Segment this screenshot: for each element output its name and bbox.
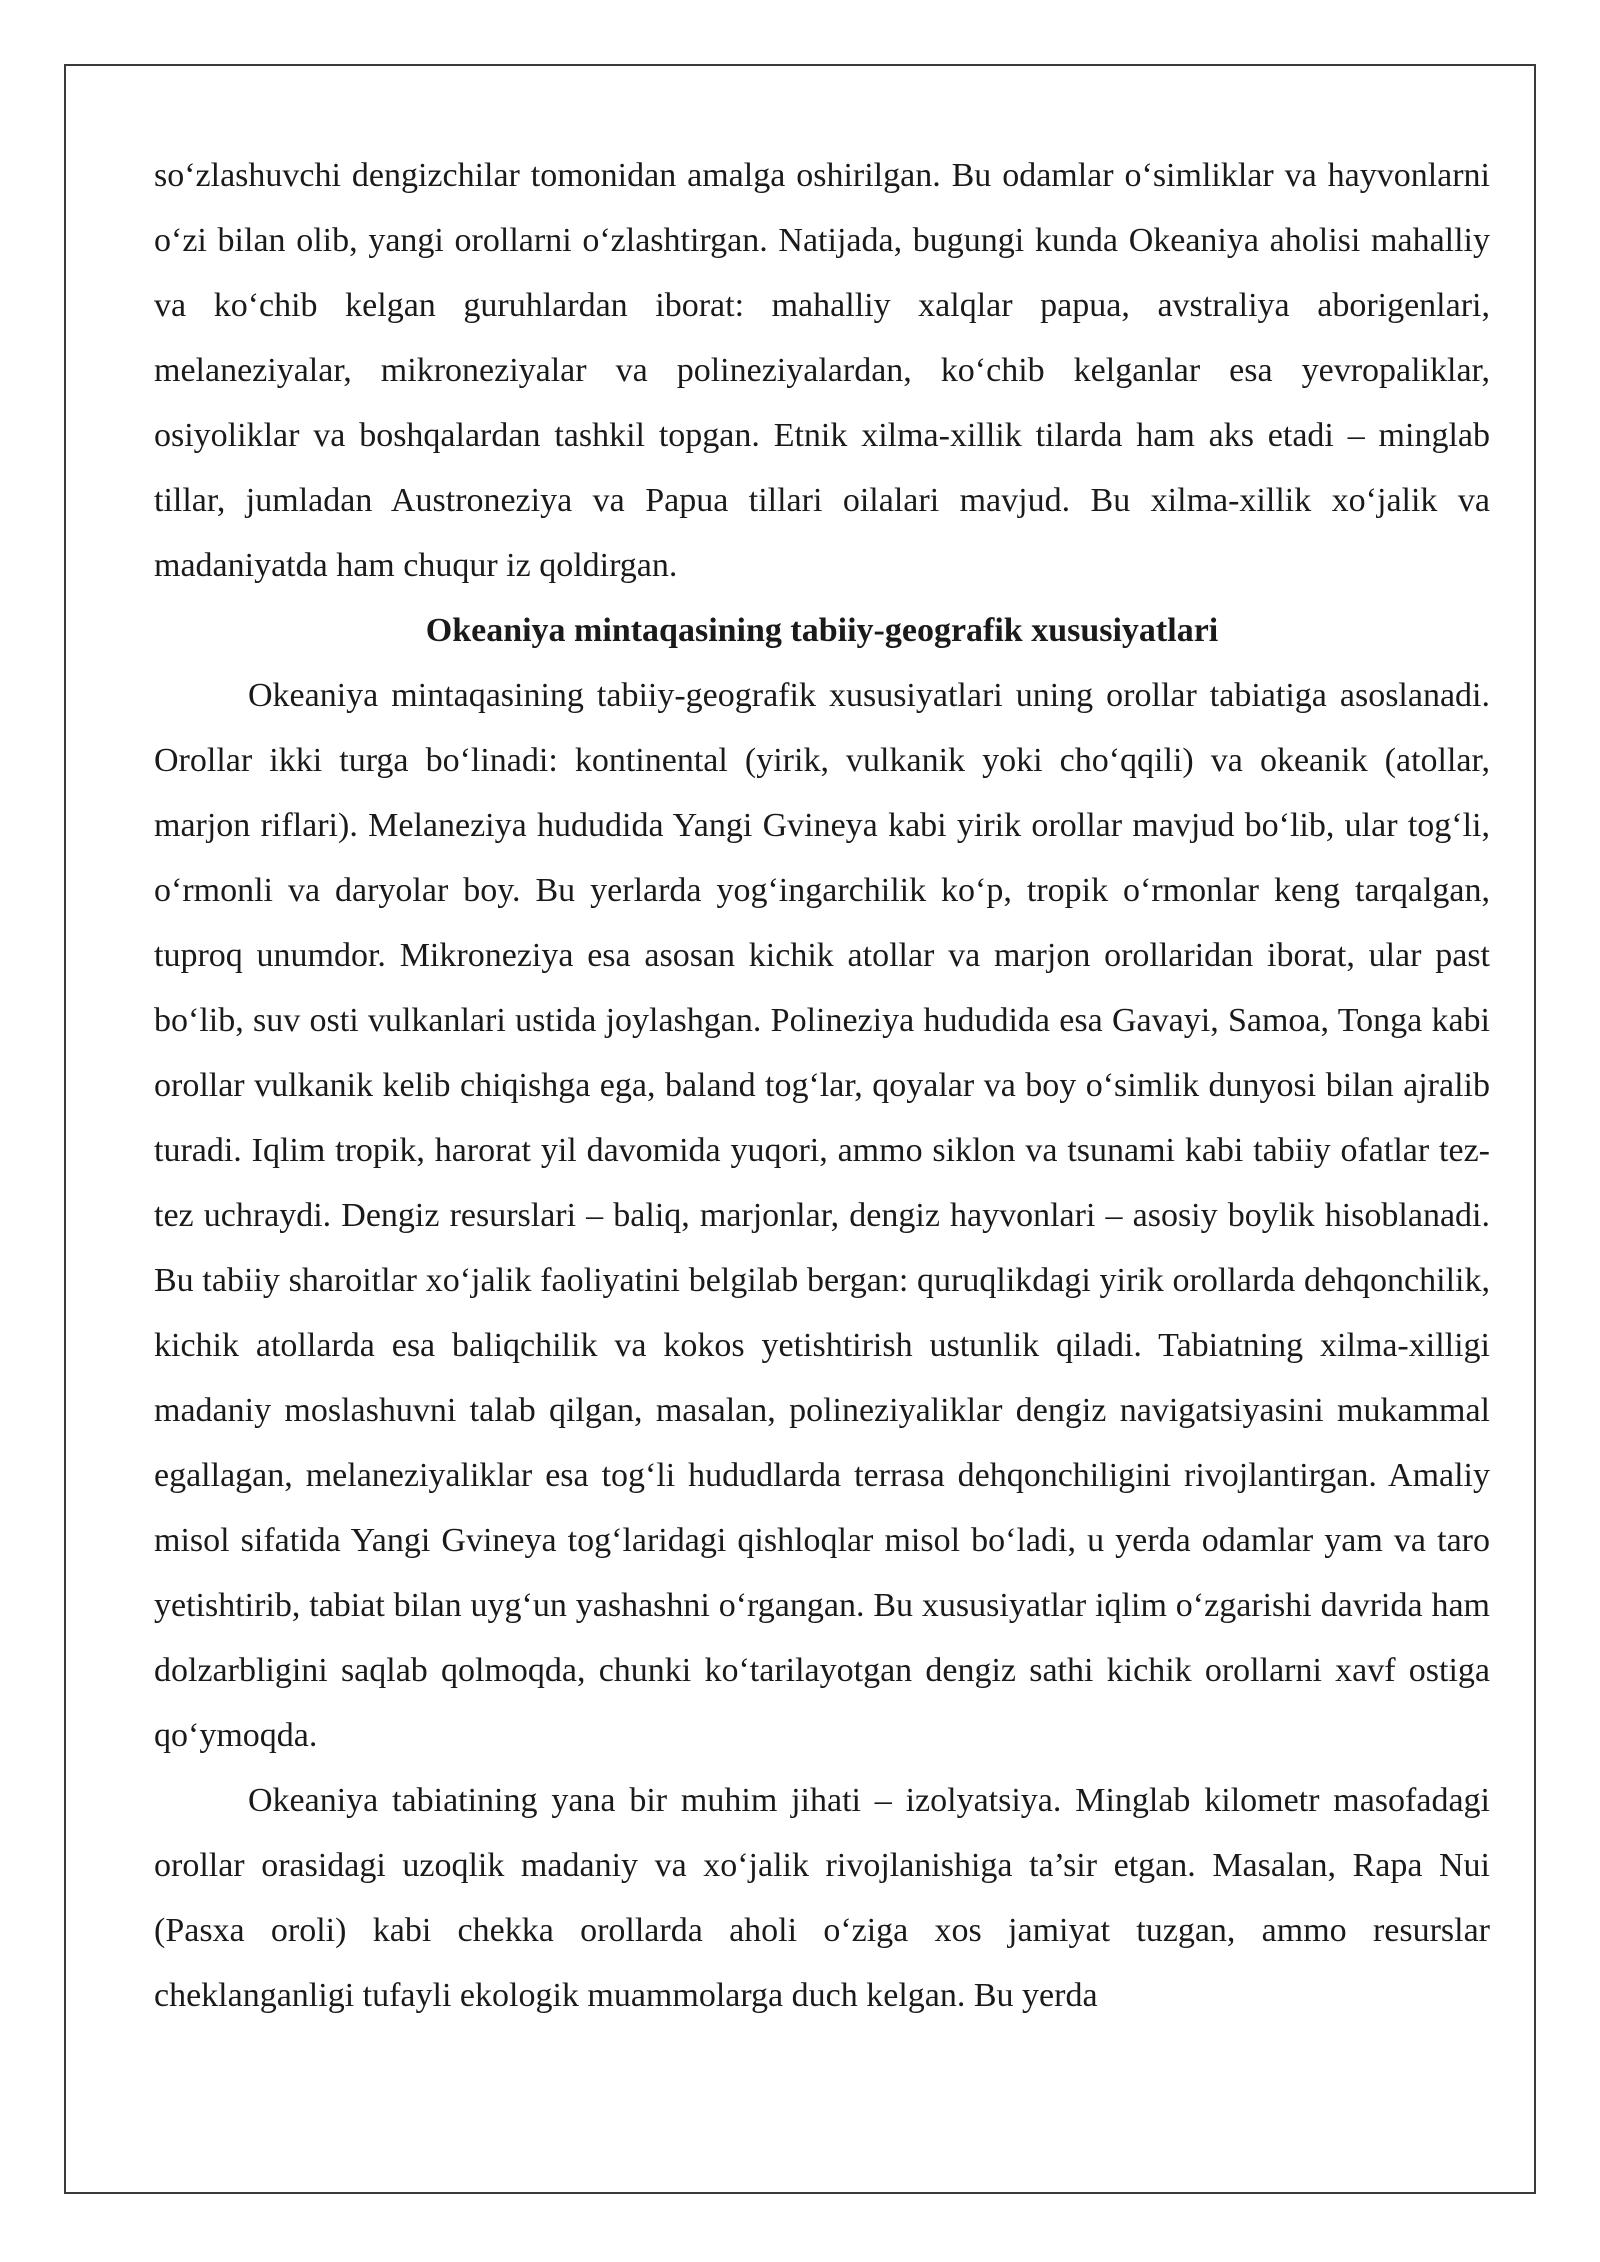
- document-body: [154, 143, 1490, 2028]
- paragraph-natural-features: Okeaniya mintaqasining tabiiy-geografik xususiyatlari uning orollar tabiatiga asoslanadi. Orollar ikki turga bo‘linadi: kontinental (yirik, vulkanik yoki cho‘qqili) va okeanik (atollar, marjon riflari). Melaneziya hududida Yangi Gvineya kabi yirik orollar mavjud bo‘lib, ular tog‘li, o‘rmonli va daryolar boy. Bu yerlarda yog‘ingarchilik ko‘p, tropik o‘rmonlar keng tarqalgan, tuproq unumdor. Mikroneziya esa asosan kichik atollar va marjon orollaridan iborat, ular past bo‘lib, suv osti vulkanlari ustida joylashgan. Polineziya hududida esa Gavayi, Samoa, Tonga kabi orollar vulkanik kelib chiqishga ega, baland tog‘lar, qoyalar va boy o‘simlik dunyosi bilan ajralib turadi. Iqlim tropik, harorat yil davomida yuqori, ammo siklon va tsunami kabi tabiiy ofatlar tez-tez uchraydi. Dengiz resurslari – baliq, marjonlar, dengiz hayvonlari – asosiy boylik hisoblanadi. Bu tabiiy sharoitlar xo‘jalik faoliyatini belgilab bergan: quruqlikdagi yirik orollarda dehqonchilik, kichik atollarda esa baliqchilik va kokos yetishtirish ustunlik qiladi. Tabiatning xilma-xilligi madaniy moslashuvni talab qilgan, masalan, polineziyaliklar dengiz navigatsiyasini mukammal egallagan, melaneziyaliklar esa tog‘li hududlarda terrasa dehqonchiligini rivojlantirgan. Amaliy misol sifatida Yangi Gvineya tog‘laridagi qishloqlar misol bo‘ladi, u yerda odamlar yam va taro yetishtirib, tabiat bilan uyg‘un yashashni o‘rgangan. Bu xususiyatlar iqlim o‘zgarishi davrida ham dolzarbligini saqlab qolmoqda, chunki ko‘tarilayotgan dengiz sathi kichik orollarni xavf ostiga qo‘ymoqda.: [154, 677, 1490, 1754]
- paragraph-isolation: Okeaniya tabiatining yana bir muhim jihati – izolyatsiya. Minglab kilometr masofadagi orollar orasidagi uzoqlik madaniy va xo‘jalik rivojlanishiga ta’sir etgan. Masalan, Rapa Nui (Pasxa oroli) kabi chekka orollarda aholi o‘ziga xos jamiyat tuzgan, ammo resurslar cheklanganligi tufayli ekologik muammolarga duch kelgan. Bu yerda: [154, 1782, 1490, 2014]
- paragraph-continuation: so‘zlashuvchi dengizchilar tomonidan amalga oshirilgan. Bu odamlar o‘simliklar va hayvonlarni o‘zi bilan olib, yangi orollarni o‘zlashtirgan. Natijada, bugungi kunda Okeaniya aholisi mahalliy va ko‘chib kelgan guruhlardan iborat: mahalliy xalqlar papua, avstraliya aborigenlari, melaneziyalar, mikroneziyalar va polineziyalardan, ko‘chib kelganlar esa yevropaliklar, osiyoliklar va boshqalardan tashkil topgan. Etnik xilma-xillik tilarda ham aks etadi – minglab tillar, jumladan Austroneziya va Papua tillari oilalari mavjud. Bu xilma-xillik xo‘jalik va madaniyatda ham chuqur iz qoldirgan.: [154, 157, 1490, 584]
- section-heading: Okeaniya mintaqasining tabiiy-geografik xususiyatlari: [425, 612, 1219, 649]
